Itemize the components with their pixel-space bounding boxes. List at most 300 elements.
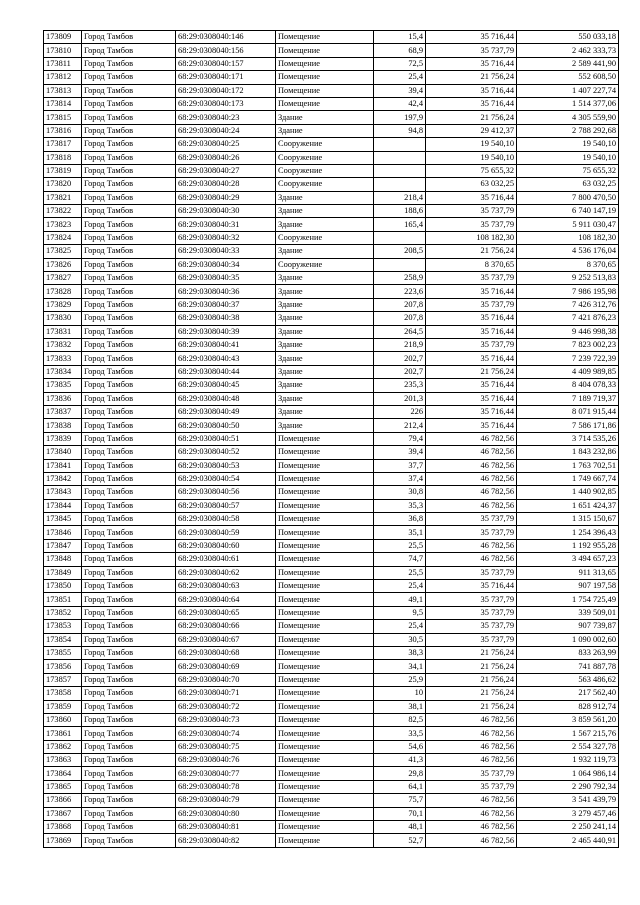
row-number-cell: 173837 xyxy=(44,405,82,418)
row-number-cell: 173845 xyxy=(44,513,82,526)
row-number-cell: 173831 xyxy=(44,325,82,338)
area-cell: 15,4 xyxy=(374,31,426,44)
table-row xyxy=(44,164,619,177)
table-row xyxy=(44,539,619,552)
area-cell: 52,7 xyxy=(374,834,426,847)
cadastral-value-cell: 1 090 002,60 xyxy=(517,633,619,646)
object-type-cell: Помещение xyxy=(276,660,374,673)
table-row xyxy=(44,673,619,686)
cadastral-number-cell: 68:29:0308040:68 xyxy=(176,646,276,659)
table-row xyxy=(44,727,619,740)
city-cell: Город Тамбов xyxy=(82,432,176,445)
cadastral-value-cell: 8 370,65 xyxy=(517,258,619,271)
cadastral-number-cell: 68:29:0308040:82 xyxy=(176,834,276,847)
cadastral-number-cell: 68:29:0308040:57 xyxy=(176,499,276,512)
area-cell: 258,9 xyxy=(374,272,426,285)
unit-value-cell: 46 782,56 xyxy=(426,740,517,753)
object-type-cell: Здание xyxy=(276,111,374,124)
object-type-cell: Помещение xyxy=(276,459,374,472)
cadastral-value-cell: 9 252 513,83 xyxy=(517,272,619,285)
cadastral-number-cell: 68:29:0308040:77 xyxy=(176,767,276,780)
area-cell: 41,3 xyxy=(374,754,426,767)
cadastral-value-cell: 3 859 561,20 xyxy=(517,713,619,726)
city-cell: Город Тамбов xyxy=(82,191,176,204)
row-number-cell: 173855 xyxy=(44,646,82,659)
table-row xyxy=(44,298,619,311)
city-cell: Город Тамбов xyxy=(82,379,176,392)
table-row xyxy=(44,620,619,633)
area-cell: 9,5 xyxy=(374,606,426,619)
row-number-cell: 173868 xyxy=(44,821,82,834)
area-cell: 30,5 xyxy=(374,633,426,646)
city-cell: Город Тамбов xyxy=(82,97,176,110)
city-cell: Город Тамбов xyxy=(82,258,176,271)
row-number-cell: 173816 xyxy=(44,124,82,137)
cadastral-value-cell: 1 651 424,37 xyxy=(517,499,619,512)
cadastral-number-cell: 68:29:0308040:78 xyxy=(176,780,276,793)
cadastral-value-cell: 7 800 470,50 xyxy=(517,191,619,204)
city-cell: Город Тамбов xyxy=(82,352,176,365)
cadastral-value-cell: 63 032,25 xyxy=(517,178,619,191)
object-type-cell: Здание xyxy=(276,298,374,311)
row-number-cell: 173842 xyxy=(44,472,82,485)
object-type-cell: Сооружение xyxy=(276,164,374,177)
city-cell: Город Тамбов xyxy=(82,272,176,285)
area-cell xyxy=(374,151,426,164)
cadastral-value-cell: 1 567 215,76 xyxy=(517,727,619,740)
city-cell: Город Тамбов xyxy=(82,44,176,57)
cadastral-number-cell: 68:29:0308040:75 xyxy=(176,740,276,753)
cadastral-value-cell: 3 714 535,26 xyxy=(517,432,619,445)
row-number-cell: 173860 xyxy=(44,713,82,726)
cadastral-number-cell: 68:29:0308040:74 xyxy=(176,727,276,740)
city-cell: Город Тамбов xyxy=(82,231,176,244)
row-number-cell: 173836 xyxy=(44,392,82,405)
object-type-cell: Здание xyxy=(276,124,374,137)
object-type-cell: Сооружение xyxy=(276,151,374,164)
cadastral-value-cell: 1 315 150,67 xyxy=(517,513,619,526)
cadastral-value-cell: 563 486,62 xyxy=(517,673,619,686)
table-row xyxy=(44,606,619,619)
cadastral-number-cell: 68:29:0308040:173 xyxy=(176,97,276,110)
city-cell: Город Тамбов xyxy=(82,580,176,593)
object-type-cell: Помещение xyxy=(276,31,374,44)
cadastral-number-cell: 68:29:0308040:23 xyxy=(176,111,276,124)
row-number-cell: 173841 xyxy=(44,459,82,472)
cadastral-number-cell: 68:29:0308040:28 xyxy=(176,178,276,191)
city-cell: Город Тамбов xyxy=(82,405,176,418)
city-cell: Город Тамбов xyxy=(82,205,176,218)
object-type-cell: Здание xyxy=(276,379,374,392)
area-cell xyxy=(374,258,426,271)
table-row xyxy=(44,338,619,351)
area-cell: 223,6 xyxy=(374,285,426,298)
area-cell: 25,4 xyxy=(374,620,426,633)
table-row xyxy=(44,352,619,365)
object-type-cell: Помещение xyxy=(276,673,374,686)
cadastral-value-cell: 7 426 312,76 xyxy=(517,298,619,311)
row-number-cell: 173827 xyxy=(44,272,82,285)
city-cell: Город Тамбов xyxy=(82,245,176,258)
area-cell xyxy=(374,178,426,191)
unit-value-cell: 35 737,79 xyxy=(426,767,517,780)
row-number-cell: 173826 xyxy=(44,258,82,271)
city-cell: Город Тамбов xyxy=(82,526,176,539)
row-number-cell: 173825 xyxy=(44,245,82,258)
cadastral-value-cell: 7 823 002,23 xyxy=(517,338,619,351)
cadastral-value-cell: 833 263,99 xyxy=(517,646,619,659)
area-cell: 264,5 xyxy=(374,325,426,338)
cadastral-value-cell: 1 763 702,51 xyxy=(517,459,619,472)
unit-value-cell: 35 737,79 xyxy=(426,620,517,633)
city-cell: Город Тамбов xyxy=(82,700,176,713)
city-cell: Город Тамбов xyxy=(82,646,176,659)
cadastral-number-cell: 68:29:0308040:54 xyxy=(176,472,276,485)
area-cell: 208,5 xyxy=(374,245,426,258)
table-row xyxy=(44,124,619,137)
unit-value-cell: 21 756,24 xyxy=(426,111,517,124)
row-number-cell: 173865 xyxy=(44,780,82,793)
table-row xyxy=(44,834,619,847)
area-cell: 25,4 xyxy=(374,580,426,593)
area-cell: 74,7 xyxy=(374,553,426,566)
table-row xyxy=(44,566,619,579)
unit-value-cell: 35 737,79 xyxy=(426,780,517,793)
area-cell xyxy=(374,231,426,244)
unit-value-cell: 35 716,44 xyxy=(426,352,517,365)
cadastral-value-cell: 1 407 227,74 xyxy=(517,84,619,97)
area-cell: 218,9 xyxy=(374,338,426,351)
row-number-cell: 173811 xyxy=(44,57,82,70)
object-type-cell: Здание xyxy=(276,205,374,218)
unit-value-cell: 35 737,79 xyxy=(426,298,517,311)
table-row xyxy=(44,754,619,767)
row-number-cell: 173813 xyxy=(44,84,82,97)
object-type-cell: Помещение xyxy=(276,513,374,526)
area-cell: 226 xyxy=(374,405,426,418)
cadastral-number-cell: 68:29:0308040:172 xyxy=(176,84,276,97)
city-cell: Город Тамбов xyxy=(82,687,176,700)
table-row xyxy=(44,245,619,258)
area-cell: 35,3 xyxy=(374,499,426,512)
cadastral-value-cell: 75 655,32 xyxy=(517,164,619,177)
area-cell: 33,5 xyxy=(374,727,426,740)
unit-value-cell: 46 782,56 xyxy=(426,553,517,566)
row-number-cell: 173828 xyxy=(44,285,82,298)
unit-value-cell: 46 782,56 xyxy=(426,727,517,740)
table-row xyxy=(44,392,619,405)
row-number-cell: 173861 xyxy=(44,727,82,740)
object-type-cell: Сооружение xyxy=(276,178,374,191)
row-number-cell: 173851 xyxy=(44,593,82,606)
cadastral-number-cell: 68:29:0308040:59 xyxy=(176,526,276,539)
cadastral-number-cell: 68:29:0308040:34 xyxy=(176,258,276,271)
row-number-cell: 173859 xyxy=(44,700,82,713)
row-number-cell: 173857 xyxy=(44,673,82,686)
area-cell: 218,4 xyxy=(374,191,426,204)
unit-value-cell: 35 737,79 xyxy=(426,633,517,646)
cadastral-number-cell: 68:29:0308040:66 xyxy=(176,620,276,633)
cadastral-number-cell: 68:29:0308040:29 xyxy=(176,191,276,204)
row-number-cell: 173810 xyxy=(44,44,82,57)
city-cell: Город Тамбов xyxy=(82,365,176,378)
table-row xyxy=(44,405,619,418)
table-row xyxy=(44,231,619,244)
city-cell: Город Тамбов xyxy=(82,486,176,499)
table-row xyxy=(44,31,619,44)
table-row xyxy=(44,767,619,780)
city-cell: Город Тамбов xyxy=(82,807,176,820)
cadastral-number-cell: 68:29:0308040:48 xyxy=(176,392,276,405)
object-type-cell: Здание xyxy=(276,419,374,432)
object-type-cell: Здание xyxy=(276,191,374,204)
object-type-cell: Помещение xyxy=(276,754,374,767)
cadastral-number-cell: 68:29:0308040:63 xyxy=(176,580,276,593)
cadastral-value-cell: 2 250 241,14 xyxy=(517,821,619,834)
cadastral-number-cell: 68:29:0308040:81 xyxy=(176,821,276,834)
table-row xyxy=(44,713,619,726)
area-cell: 25,4 xyxy=(374,71,426,84)
object-type-cell: Помещение xyxy=(276,57,374,70)
area-cell: 25,9 xyxy=(374,673,426,686)
unit-value-cell: 21 756,24 xyxy=(426,660,517,673)
area-cell: 38,3 xyxy=(374,646,426,659)
area-cell: 82,5 xyxy=(374,713,426,726)
area-cell xyxy=(374,138,426,151)
cadastral-number-cell: 68:29:0308040:39 xyxy=(176,325,276,338)
cadastral-value-cell: 2 290 792,34 xyxy=(517,780,619,793)
table-row xyxy=(44,379,619,392)
table-row xyxy=(44,794,619,807)
area-cell: 212,4 xyxy=(374,419,426,432)
object-type-cell: Помещение xyxy=(276,780,374,793)
cadastral-number-cell: 68:29:0308040:58 xyxy=(176,513,276,526)
area-cell: 29,8 xyxy=(374,767,426,780)
object-type-cell: Помещение xyxy=(276,553,374,566)
object-type-cell: Сооружение xyxy=(276,231,374,244)
unit-value-cell: 21 756,24 xyxy=(426,646,517,659)
unit-value-cell: 63 032,25 xyxy=(426,178,517,191)
cadastral-number-cell: 68:29:0308040:62 xyxy=(176,566,276,579)
city-cell: Город Тамбов xyxy=(82,31,176,44)
row-number-cell: 173835 xyxy=(44,379,82,392)
object-type-cell: Помещение xyxy=(276,740,374,753)
cadastral-value-cell: 7 239 722,39 xyxy=(517,352,619,365)
city-cell: Город Тамбов xyxy=(82,821,176,834)
object-type-cell: Здание xyxy=(276,365,374,378)
row-number-cell: 173856 xyxy=(44,660,82,673)
city-cell: Город Тамбов xyxy=(82,71,176,84)
unit-value-cell: 35 716,44 xyxy=(426,31,517,44)
cadastral-number-cell: 68:29:0308040:24 xyxy=(176,124,276,137)
unit-value-cell: 46 782,56 xyxy=(426,807,517,820)
city-cell: Город Тамбов xyxy=(82,138,176,151)
city-cell: Город Тамбов xyxy=(82,633,176,646)
row-number-cell: 173867 xyxy=(44,807,82,820)
table-body xyxy=(44,31,619,848)
table-row xyxy=(44,312,619,325)
object-type-cell: Здание xyxy=(276,352,374,365)
table-row xyxy=(44,499,619,512)
row-number-cell: 173823 xyxy=(44,218,82,231)
object-type-cell: Помещение xyxy=(276,526,374,539)
area-cell: 42,4 xyxy=(374,97,426,110)
city-cell: Город Тамбов xyxy=(82,312,176,325)
cadastral-number-cell: 68:29:0308040:171 xyxy=(176,71,276,84)
cadastral-value-cell: 217 562,40 xyxy=(517,687,619,700)
object-type-cell: Помещение xyxy=(276,794,374,807)
cadastral-value-cell: 8 071 915,44 xyxy=(517,405,619,418)
row-number-cell: 173838 xyxy=(44,419,82,432)
unit-value-cell: 35 737,79 xyxy=(426,205,517,218)
cadastral-value-cell: 4 409 989,85 xyxy=(517,365,619,378)
city-cell: Город Тамбов xyxy=(82,472,176,485)
cadastral-number-cell: 68:29:0308040:52 xyxy=(176,446,276,459)
unit-value-cell: 75 655,32 xyxy=(426,164,517,177)
row-number-cell: 173854 xyxy=(44,633,82,646)
unit-value-cell: 46 782,56 xyxy=(426,446,517,459)
unit-value-cell: 35 737,79 xyxy=(426,526,517,539)
unit-value-cell: 35 737,79 xyxy=(426,272,517,285)
cadastral-value-cell: 828 912,74 xyxy=(517,700,619,713)
table-row xyxy=(44,191,619,204)
cadastral-value-cell: 9 446 998,38 xyxy=(517,325,619,338)
row-number-cell: 173869 xyxy=(44,834,82,847)
object-type-cell: Помещение xyxy=(276,539,374,552)
object-type-cell: Помещение xyxy=(276,71,374,84)
cadastral-value-cell: 19 540,10 xyxy=(517,151,619,164)
row-number-cell: 173833 xyxy=(44,352,82,365)
cadastral-number-cell: 68:29:0308040:53 xyxy=(176,459,276,472)
cadastral-number-cell: 68:29:0308040:32 xyxy=(176,231,276,244)
unit-value-cell: 21 756,24 xyxy=(426,71,517,84)
cadastral-number-cell: 68:29:0308040:27 xyxy=(176,164,276,177)
cadastral-value-cell: 911 313,65 xyxy=(517,566,619,579)
city-cell: Город Тамбов xyxy=(82,794,176,807)
row-number-cell: 173822 xyxy=(44,205,82,218)
city-cell: Город Тамбов xyxy=(82,754,176,767)
city-cell: Город Тамбов xyxy=(82,392,176,405)
object-type-cell: Помещение xyxy=(276,606,374,619)
object-type-cell: Помещение xyxy=(276,646,374,659)
unit-value-cell: 19 540,10 xyxy=(426,138,517,151)
object-type-cell: Помещение xyxy=(276,432,374,445)
city-cell: Город Тамбов xyxy=(82,151,176,164)
row-number-cell: 173858 xyxy=(44,687,82,700)
cadastral-number-cell: 68:29:0308040:67 xyxy=(176,633,276,646)
city-cell: Город Тамбов xyxy=(82,539,176,552)
unit-value-cell: 35 737,79 xyxy=(426,218,517,231)
row-number-cell: 173820 xyxy=(44,178,82,191)
object-type-cell: Помещение xyxy=(276,472,374,485)
city-cell: Город Тамбов xyxy=(82,660,176,673)
unit-value-cell: 35 716,44 xyxy=(426,580,517,593)
cadastral-number-cell: 68:29:0308040:31 xyxy=(176,218,276,231)
cadastral-number-cell: 68:29:0308040:79 xyxy=(176,794,276,807)
row-number-cell: 173864 xyxy=(44,767,82,780)
cadastral-value-cell: 550 033,18 xyxy=(517,31,619,44)
row-number-cell: 173863 xyxy=(44,754,82,767)
cadastral-value-cell: 907 197,58 xyxy=(517,580,619,593)
table-row xyxy=(44,138,619,151)
object-type-cell: Помещение xyxy=(276,620,374,633)
table-row xyxy=(44,687,619,700)
table-row xyxy=(44,660,619,673)
object-type-cell: Сооружение xyxy=(276,138,374,151)
city-cell: Город Тамбов xyxy=(82,111,176,124)
unit-value-cell: 46 782,56 xyxy=(426,472,517,485)
area-cell: 37,7 xyxy=(374,459,426,472)
table-row xyxy=(44,486,619,499)
unit-value-cell: 35 716,44 xyxy=(426,325,517,338)
cadastral-number-cell: 68:29:0308040:71 xyxy=(176,687,276,700)
table-row xyxy=(44,580,619,593)
area-cell: 207,8 xyxy=(374,312,426,325)
area-cell: 72,5 xyxy=(374,57,426,70)
cadastral-value-cell: 7 586 171,86 xyxy=(517,419,619,432)
cadastral-value-cell: 4 305 559,90 xyxy=(517,111,619,124)
cadastral-value-cell: 1 754 725,49 xyxy=(517,593,619,606)
table-row xyxy=(44,272,619,285)
cadastral-number-cell: 68:29:0308040:49 xyxy=(176,405,276,418)
table-row xyxy=(44,646,619,659)
city-cell: Город Тамбов xyxy=(82,178,176,191)
unit-value-cell: 35 716,44 xyxy=(426,419,517,432)
unit-value-cell: 35 716,44 xyxy=(426,312,517,325)
cadastral-number-cell: 68:29:0308040:25 xyxy=(176,138,276,151)
row-number-cell: 173821 xyxy=(44,191,82,204)
unit-value-cell: 35 716,44 xyxy=(426,405,517,418)
cadastral-value-cell: 2 465 440,91 xyxy=(517,834,619,847)
row-number-cell: 173850 xyxy=(44,580,82,593)
unit-value-cell: 29 412,37 xyxy=(426,124,517,137)
cadastral-value-cell: 7 189 719,37 xyxy=(517,392,619,405)
row-number-cell: 173817 xyxy=(44,138,82,151)
cadastral-value-cell: 2 788 292,68 xyxy=(517,124,619,137)
area-cell: 10 xyxy=(374,687,426,700)
object-type-cell: Помещение xyxy=(276,700,374,713)
object-type-cell: Здание xyxy=(276,325,374,338)
cadastral-number-cell: 68:29:0308040:65 xyxy=(176,606,276,619)
object-type-cell: Здание xyxy=(276,405,374,418)
unit-value-cell: 21 756,24 xyxy=(426,365,517,378)
object-type-cell: Помещение xyxy=(276,84,374,97)
cadastral-value-cell: 2 589 441,90 xyxy=(517,57,619,70)
city-cell: Город Тамбов xyxy=(82,593,176,606)
unit-value-cell: 19 540,10 xyxy=(426,151,517,164)
unit-value-cell: 46 782,56 xyxy=(426,459,517,472)
unit-value-cell: 35 737,79 xyxy=(426,338,517,351)
unit-value-cell: 46 782,56 xyxy=(426,539,517,552)
city-cell: Город Тамбов xyxy=(82,57,176,70)
city-cell: Город Тамбов xyxy=(82,834,176,847)
row-number-cell: 173847 xyxy=(44,539,82,552)
table-row xyxy=(44,325,619,338)
cadastral-value-cell: 2 554 327,78 xyxy=(517,740,619,753)
area-cell: 70,1 xyxy=(374,807,426,820)
object-type-cell: Здание xyxy=(276,392,374,405)
unit-value-cell: 35 737,79 xyxy=(426,593,517,606)
cadastral-value-cell: 4 536 176,04 xyxy=(517,245,619,258)
area-cell: 197,9 xyxy=(374,111,426,124)
table-row xyxy=(44,807,619,820)
unit-value-cell: 46 782,56 xyxy=(426,754,517,767)
cadastral-number-cell: 68:29:0308040:50 xyxy=(176,419,276,432)
row-number-cell: 173829 xyxy=(44,298,82,311)
cadastral-value-cell: 741 887,78 xyxy=(517,660,619,673)
table-row xyxy=(44,205,619,218)
cadastral-value-cell: 1 749 667,74 xyxy=(517,472,619,485)
